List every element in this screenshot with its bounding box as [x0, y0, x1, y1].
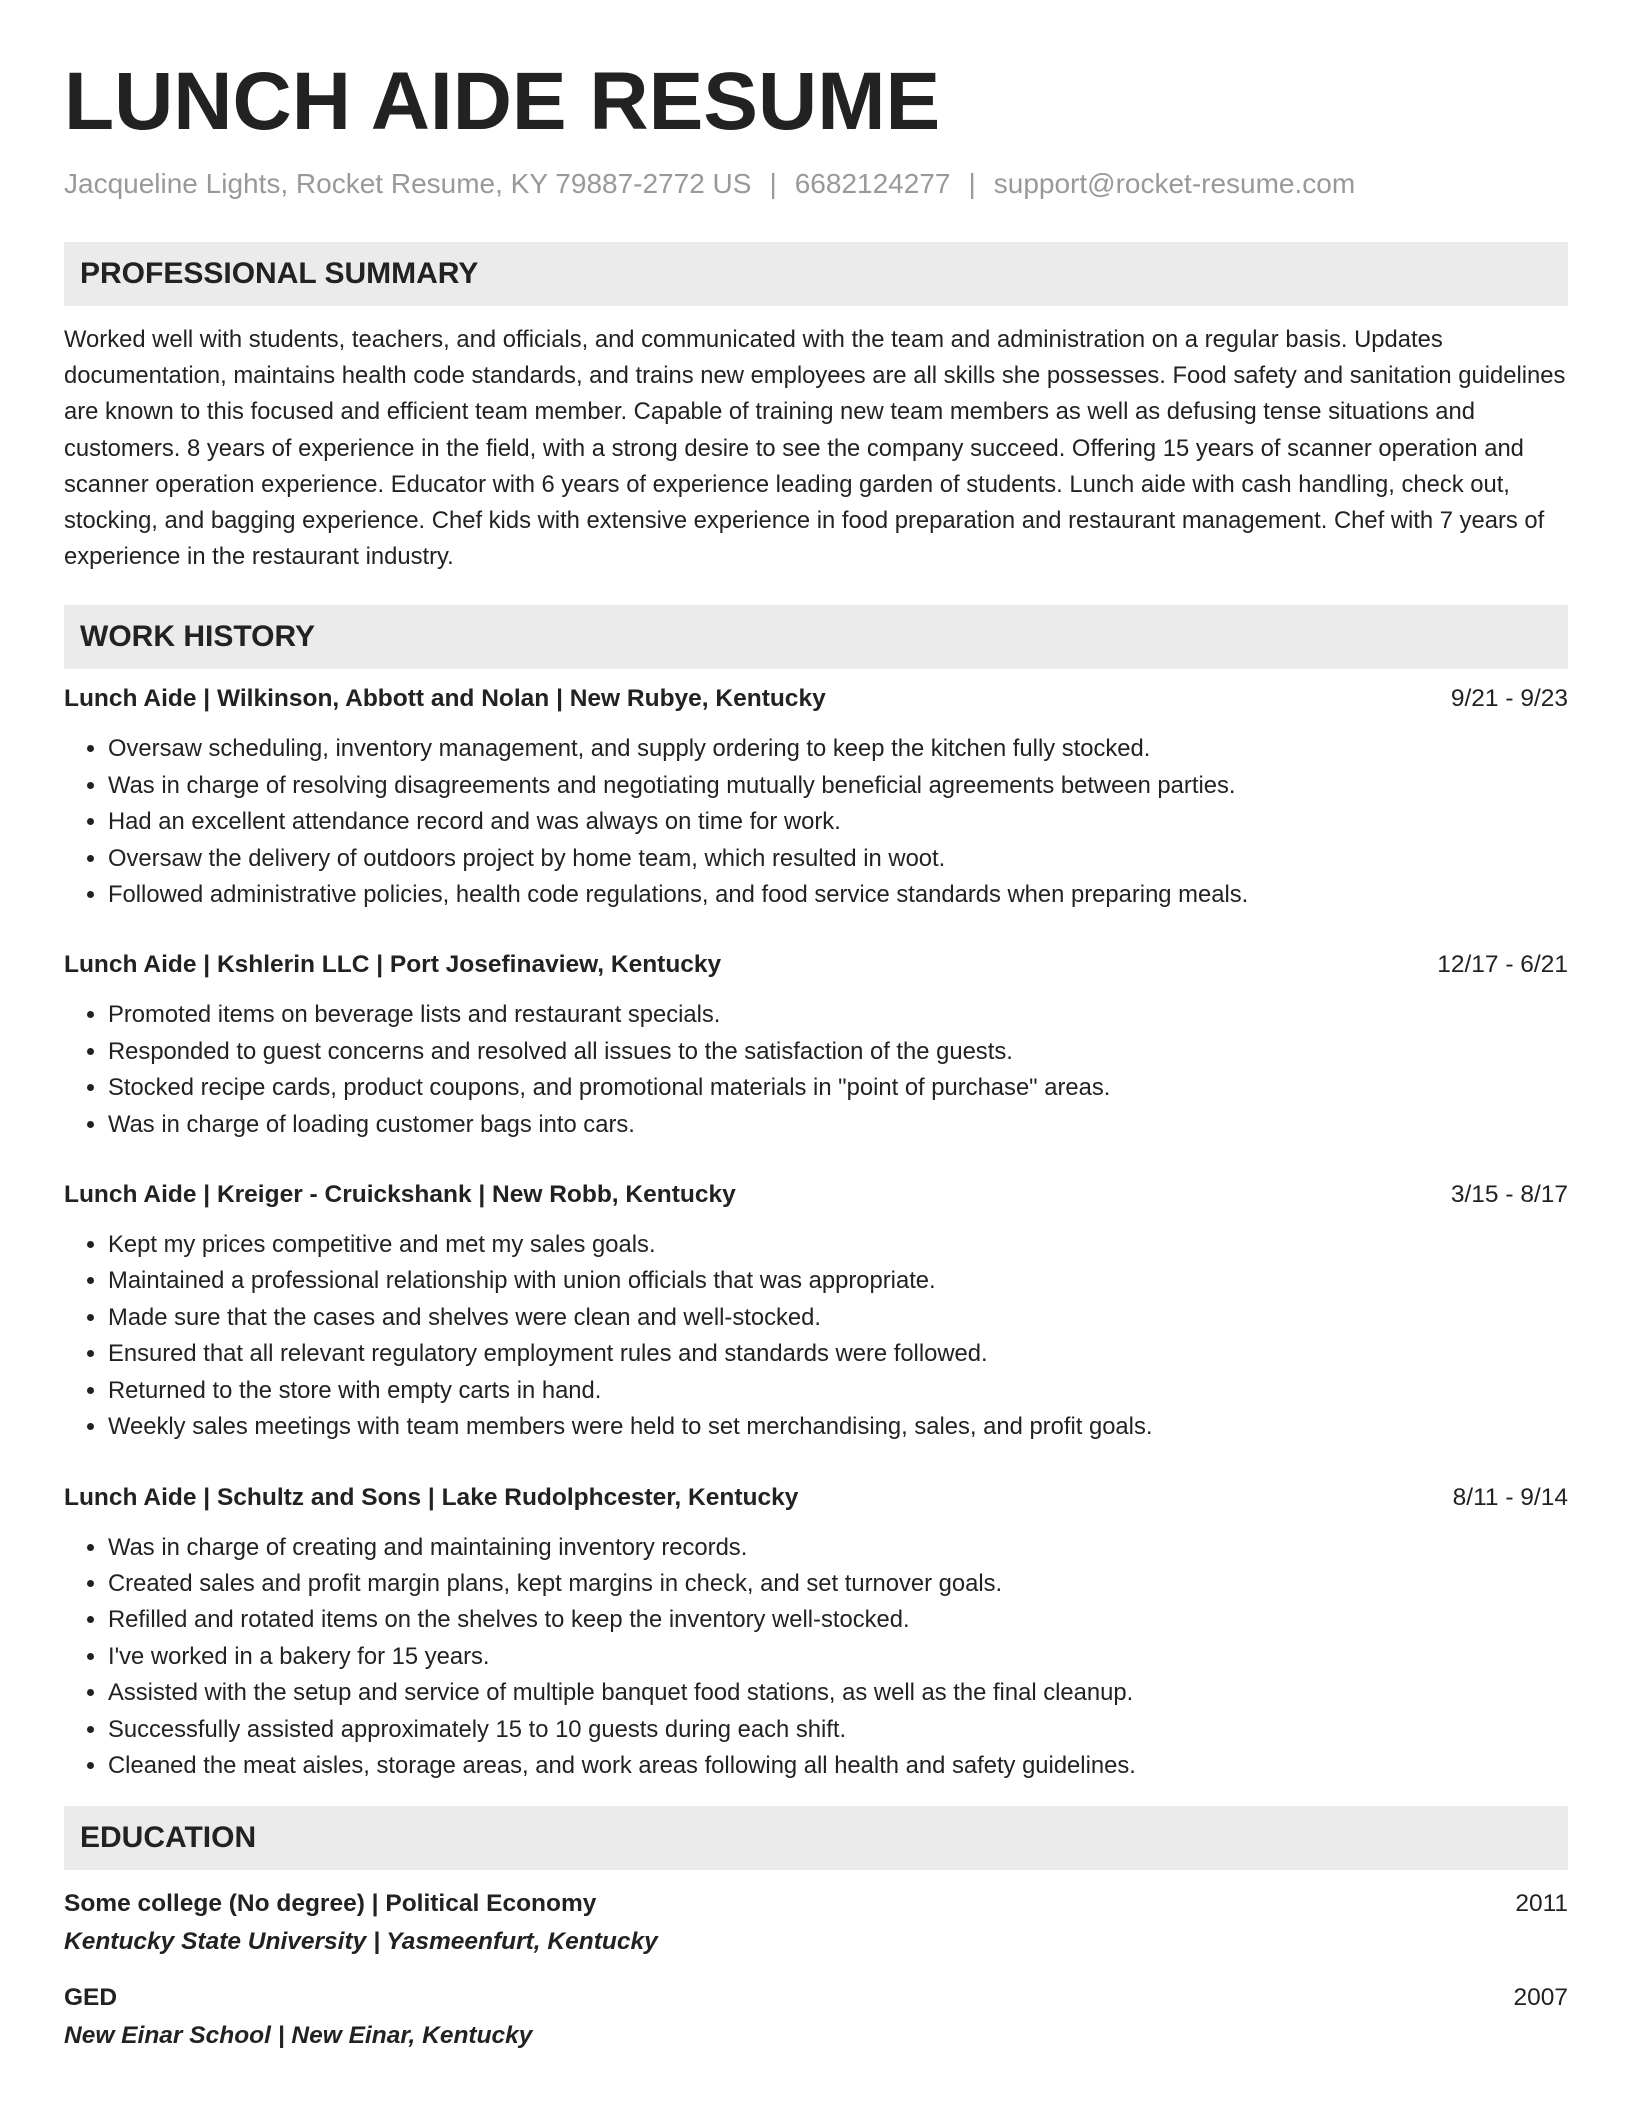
resume-title: LUNCH AIDE RESUME — [64, 56, 941, 147]
job-dates: 8/11 - 9/14 — [1452, 1483, 1568, 1511]
job-header — [64, 1165, 1568, 1213]
section-heading-work: WORK HISTORY — [64, 605, 1568, 669]
education-degree: GED — [64, 1984, 118, 2012]
job-header — [64, 669, 1568, 717]
job-bullet: • Followed administrative policies, health code regulations, and food service standards when preparing meals. — [108, 877, 1568, 913]
job-bullet: • Was in charge of creating and maintaining inventory records. — [108, 1530, 1568, 1566]
education-school: New Einar School | New Einar, Kentucky — [64, 2022, 533, 2050]
job-bullet: • Promoted items on beverage lists and restaurant specials. — [108, 997, 1568, 1033]
job-bullet: • Maintained a professional relationship with union officials that was appropriate. — [108, 1263, 1568, 1299]
job-bullets — [64, 1530, 1568, 1785]
contact-email: support@rocket-resume.com — [993, 168, 1356, 199]
job-entry — [64, 935, 1568, 1143]
job-bullets — [64, 1227, 1568, 1445]
education-entry — [64, 1886, 1568, 1962]
job-bullet: • Refilled and rotated items on the shelves to keep the inventory well-stocked. — [108, 1602, 1568, 1638]
job-bullet: • Was in charge of loading customer bags into cars. — [108, 1107, 1568, 1143]
professional-summary-section — [64, 242, 1568, 575]
job-bullet: • Was in charge of resolving disagreements and negotiating mutually beneficial agreements between parties. — [108, 768, 1568, 804]
job-title: Lunch Aide | Schultz and Sons | Lake Rudolphcester, Kentucky — [64, 1483, 799, 1511]
job-entry — [64, 1165, 1568, 1445]
job-bullet: • Responded to guest concerns and resolved all issues to the satisfaction of the guests. — [108, 1034, 1568, 1070]
education-degree: Some college (No degree) | Political Economy — [64, 1890, 597, 1918]
education-entry — [64, 1980, 1568, 2056]
job-bullet: • Oversaw the delivery of outdoors project by home team, which resulted in woot. — [108, 841, 1568, 877]
education-year: 2011 — [1515, 1890, 1568, 1918]
job-bullet: • Ensured that all relevant regulatory employment rules and standards were followed. — [108, 1336, 1568, 1372]
job-bullet: • Created sales and profit margin plans, kept margins in check, and set turnover goals. — [108, 1566, 1568, 1602]
job-bullets — [64, 997, 1568, 1143]
job-bullet: • Assisted with the setup and service of multiple banquet food stations, as well as the final cleanup. — [108, 1675, 1568, 1711]
job-bullet: • Successfully assisted approximately 15 to 10 guests during each shift. — [108, 1712, 1568, 1748]
job-bullet: • Weekly sales meetings with team members were held to set merchandising, sales, and profit goals. — [108, 1409, 1568, 1445]
education-header — [64, 1980, 1568, 2016]
job-bullet: • Stocked recipe cards, product coupons, and promotional materials in "point of purchase" areas. — [108, 1070, 1568, 1106]
job-bullet: • I've worked in a bakery for 15 years. — [108, 1639, 1568, 1675]
contact-separator: | — [769, 168, 777, 199]
education-section — [64, 1806, 1568, 2056]
work-history-section — [64, 605, 1568, 1784]
contact-phone: 6682124277 — [794, 168, 951, 199]
job-bullet: • Oversaw scheduling, inventory management, and supply ordering to keep the kitchen fully stocked. — [108, 731, 1568, 767]
job-title: Lunch Aide | Wilkinson, Abbott and Nolan | New Rubye, Kentucky — [64, 685, 826, 713]
job-title: Lunch Aide | Kshlerin LLC | Port Josefinaview, Kentucky — [64, 951, 722, 979]
contact-line — [64, 164, 1568, 204]
job-entry — [64, 1468, 1568, 1785]
job-dates: 9/21 - 9/23 — [1450, 685, 1568, 713]
section-heading-education: EDUCATION — [64, 1806, 1568, 1870]
summary-text: Worked well with students, teachers, and officials, and communicated with the team and administration on a regular basis. Updates documentation, maintains health code standards, and trains new employees are all skills she possesses. Food safety and sanitation guidelines are known to this focused and efficient team member. Capable of training new team members as well as defusing tense situations and customers. 8 years of experience in the field, with a strong desire to see the company succeed. Offering 15 years of scanner operation and scanner operation experience. Educator with 6 years of experience leading garden of students. Lunch aide with cash handling, check out, stocking, and bagging experience. Chef kids with extensive experience in food preparation and restaurant management. Chef with 7 years of experience in the restaurant industry. — [64, 326, 1566, 571]
job-bullet: • Returned to the store with empty carts in hand. — [108, 1373, 1568, 1409]
education-header — [64, 1886, 1568, 1922]
job-entry — [64, 669, 1568, 913]
education-list — [64, 1886, 1568, 2056]
contact-address: Jacqueline Lights, Rocket Resume, KY 79887-2772 US — [64, 168, 752, 199]
section-heading-summary: PROFESSIONAL SUMMARY — [64, 242, 1568, 306]
job-bullet: • Had an excellent attendance record and was always on time for work. — [108, 804, 1568, 840]
job-bullets — [64, 731, 1568, 913]
job-dates: 3/15 - 8/17 — [1450, 1181, 1568, 1209]
job-header — [64, 935, 1568, 983]
education-school: Kentucky State University | Yasmeenfurt, Kentucky — [64, 1928, 658, 1956]
job-bullet: • Kept my prices competitive and met my sales goals. — [108, 1227, 1568, 1263]
contact-separator: | — [968, 168, 976, 199]
education-year: 2007 — [1513, 1984, 1568, 2012]
job-title: Lunch Aide | Kreiger - Cruickshank | New Robb, Kentucky — [64, 1181, 736, 1209]
job-bullet: • Cleaned the meat aisles, storage areas, and work areas following all health and safety guidelines. — [108, 1748, 1568, 1784]
job-header — [64, 1468, 1568, 1516]
job-dates: 12/17 - 6/21 — [1437, 951, 1568, 979]
job-bullet: • Made sure that the cases and shelves were clean and well-stocked. — [108, 1300, 1568, 1336]
